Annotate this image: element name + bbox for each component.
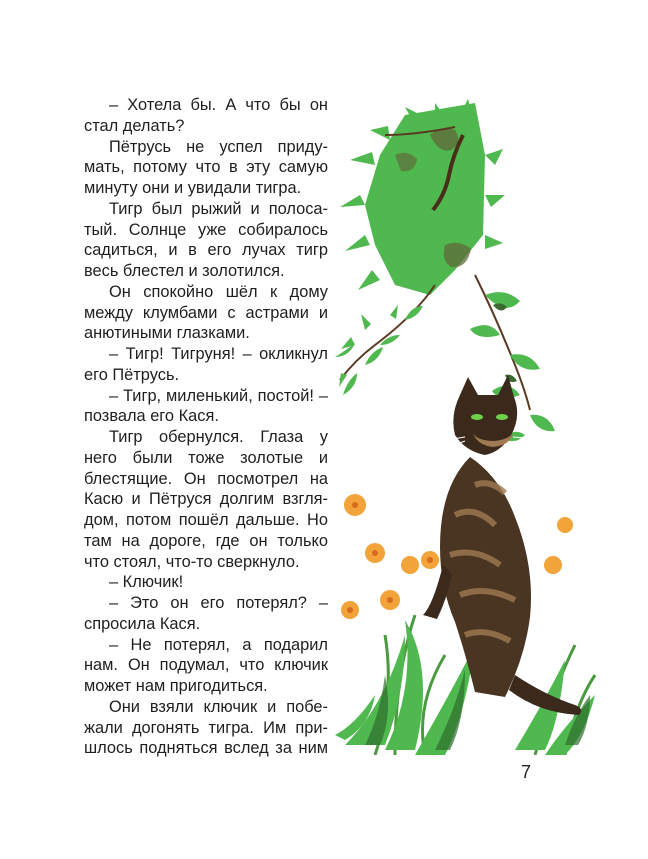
- foliage-top: [335, 99, 555, 441]
- story-text-column: [84, 95, 328, 759]
- text-line: садиться, и в его лучах тигр: [84, 241, 328, 260]
- page-number: 7: [521, 762, 532, 782]
- text-line: между клумбами с астрами и: [84, 303, 328, 322]
- text-line: стал делать?: [84, 116, 185, 135]
- text-line: позвала его Кася.: [84, 407, 219, 426]
- text-line: тый. Солнце уже собиралось: [84, 220, 328, 239]
- text-line: мать, потому что в эту самую: [84, 158, 328, 177]
- text-line: Пётрусь не успел приду-: [109, 137, 328, 156]
- text-line: – Тигр! Тигруня! – окликнул: [109, 345, 328, 363]
- text-line: анютиными глазками.: [84, 324, 250, 343]
- text-line: – Тигр, миленький, постой! –: [109, 386, 328, 405]
- text-line: шлось подняться вслед за ним: [84, 739, 328, 758]
- text-line: – Не потерял, а подарил: [109, 635, 328, 654]
- text-line: жали догонять тигра. Им при-: [84, 718, 328, 737]
- text-line: Тигр обернулся. Глаза у: [109, 428, 328, 446]
- text-line: нам. Он подумал, что ключик: [84, 656, 328, 675]
- text-line: – Хотела бы. А что бы он: [109, 96, 328, 114]
- text-line: Касю и Пётруся долгим взгля-: [84, 490, 328, 509]
- text-line: минуту они и увидали тигра.: [84, 179, 302, 197]
- text-line: весь блестел и золотился.: [84, 262, 285, 280]
- text-line: Тигр был рыжий и полоса-: [109, 199, 328, 218]
- text-line: там на дороге, где он только: [84, 531, 328, 550]
- text-line: его Пётрусь.: [84, 365, 180, 384]
- cat-illustration: [335, 95, 615, 755]
- text-line: блестящие. Он посмотрел на: [84, 469, 328, 488]
- text-line: дом, потом пошёл дальше. Но: [84, 511, 328, 529]
- text-line: Они взяли ключик и побе-: [109, 697, 328, 716]
- text-line: что стоял, что-то сверкнуло.: [84, 552, 300, 571]
- text-line: Он спокойно шёл к дому: [109, 282, 328, 301]
- text-line: – Ключик!: [109, 573, 184, 592]
- text-line: него были тоже золотые и: [84, 448, 328, 467]
- text-line: может нам пригодиться.: [84, 677, 268, 695]
- text-line: – Это он его потерял? –: [109, 594, 328, 612]
- cat: [423, 375, 581, 715]
- text-line: спросила Кася.: [84, 614, 201, 633]
